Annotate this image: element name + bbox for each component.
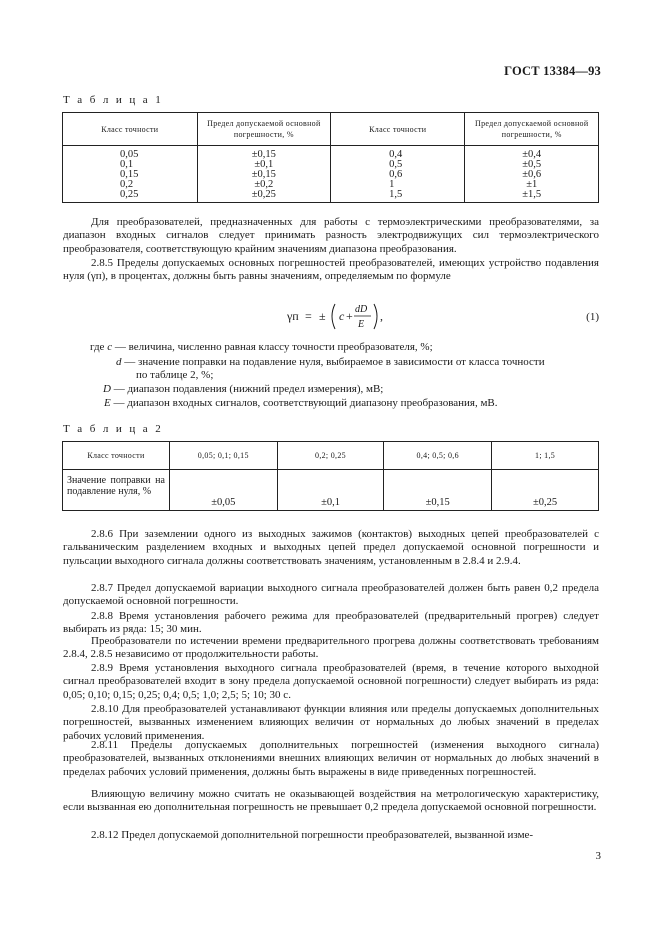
where-symbol: c [107,341,113,353]
where-text: — диапазон входных сигналов, соответствующий диапазону преобразования, мВ. [110,397,498,409]
table2-header-col3: 0,4; 0,5; 0,6 [384,442,492,470]
table1-cell: 0,5 [389,159,403,170]
table2-cell: ±0,05 [169,470,277,511]
formula-number: (1) [586,311,599,323]
where-line-E [104,397,498,410]
where-text: — величина, численно равная классу точности преобразователя, %; [112,341,433,353]
formula-1 [283,296,393,336]
table1-cell: ±0,2 [254,179,274,190]
table1-cell: 0,6 [389,169,403,180]
table1-cell: 1,5 [389,189,403,200]
where-symbol: D [103,383,111,395]
table1-cell: ±0,1 [254,159,274,170]
paragraph-2-8-5: 2.8.5 Пределы допускаемых основных погрешностей преобразователей, имеющих устройство подавления нуля (γп), в процентах, должны быть равны значениям, определяемым по формуле [63,257,599,283]
table2-caption: Т а б л и ц а 2 [63,423,164,435]
where-symbol: E [104,397,111,409]
paragraph-2-8-9: 2.8.9 Время установления выходного сигнала преобразователей (время, в течение которого выходной сигнал преобразователей входит в зону предела допускаемой основной погрешности) следует выбирать из ряда: 0,05; 0,10; 0,15; 0,25; 0,4; 0,5; 1,0; 2,5; 5; 10; 30 с. [63,662,599,701]
table1-caption: Т а б л и ц а 1 [63,94,164,106]
formula-comma: , [380,309,383,323]
table1-col-class-2 [331,146,465,203]
table1-header-error: Предел допускаемой основной погрешности, % [197,113,331,146]
where-line-D [103,383,383,396]
formula-equals: = [305,309,312,323]
where-text: — значение поправки на подавление нуля, выбираемое в зависимости от класса точности [121,356,545,368]
formula-left-paren [332,304,335,329]
table1-cell: ±1 [526,179,538,190]
formula-numerator: dD [355,304,368,315]
page-number: 3 [595,850,601,862]
paragraph-intro: Для преобразователей, предназначенных для работы с термоэлектрическими преобразователями, за диапазон входных сигналов следует принимать разность электродвижущих сил термоэлектрического преобразователя, соответствующую крайним значениям диапазона преобразования. [63,216,599,255]
table2-cell: ±0,1 [277,470,384,511]
table1-cell: ±0,15 [251,149,276,160]
table1-cell: 1 [389,179,395,190]
table1-cell: ±0,5 [522,159,542,170]
table1-col-error-2 [465,146,599,203]
where-symbol: d [116,356,122,368]
table1-cell: ±0,6 [522,169,542,180]
where-line-d [116,356,545,369]
where-text: по таблице 2, %; [136,369,214,381]
paragraph-2-8-8: 2.8.8 Время установления рабочего режима для преобразователей (предварительный прогрев) следует выбирать из ряда: 15; 30 мин. [63,610,599,636]
formula-c: c [339,309,345,323]
table1-col-error [197,146,331,203]
paragraph-2-8-7: 2.8.7 Предел допускаемой вариации выходного сигнала преобразователей должен быть равен 0,2 предела допускаемой основной погрешности. [63,582,599,608]
paragraph-warmup: Преобразователи по истечении времени предварительного прогрева должны соответствовать требованиям 2.8.4, 2.8.5 независимо от продолжительности работы. [63,635,599,661]
table1 [62,112,599,203]
table2-header-class: Класс точности [63,442,170,470]
table2-cell: ±0,25 [492,470,599,511]
table1-header-class-2: Класс точности [331,113,465,146]
table1-col-class [63,146,198,203]
table1-cell: ±0,25 [251,189,276,200]
document-header: ГОСТ 13384—93 [504,64,601,78]
table1-cell: ±0,15 [251,169,276,180]
where-line-c [90,341,433,354]
paragraph-2-8-10: 2.8.10 Для преобразователей устанавливают функции влияния или пределы допускаемых дополнительных погрешностей, вызванных изменением влияющих величин от нормальных до любых значений в пределах рабочих условий применения. [63,703,599,742]
where-text: — диапазон подавления (нижний предел измерения), мВ; [110,383,384,395]
formula-plus-minus: ± [319,309,326,323]
table1-cell: 0,2 [120,179,134,190]
table1-cell: 0,1 [120,159,134,170]
where-intro: где [90,341,105,353]
paragraph-2-8-11: 2.8.11 Пределы допускаемых дополнительных погрешностей (изменения выходного сигнала) преобразователей, вызванных отклонениями внешних влияющих величин от нормальных до любых значений в пределах рабочих условий применения, должны быть выражены в виде приведенных погрешностей. [63,739,599,778]
where-line-d-cont [136,369,213,382]
table1-cell: ±1,5 [522,189,542,200]
table2-header-col4: 1; 1,5 [492,442,599,470]
table2-cell: ±0,15 [384,470,492,511]
table2-row-label: Значение поправки на подавление нуля, % [63,470,170,511]
formula-gamma: γп [287,309,299,323]
table1-header-class: Класс точности [63,113,198,146]
formula-right-paren [374,304,377,329]
table1-cell: 0,4 [389,149,403,160]
paragraph-influence: Влияющую величину можно считать не оказывающей воздействия на метрологическую характеристику, если вызванная ею дополнительная погрешность не превышает 0,2 предела допускаемой основной погрешности. [63,788,599,814]
paragraph-2-8-12: 2.8.12 Предел допускаемой дополнительной погрешности преобразователей, вызванной изме- [91,829,534,841]
table1-cell: ±0,4 [522,149,542,160]
paragraph-2-8-6: 2.8.6 При заземлении одного из выходных зажимов (контактов) выходных цепей преобразователей с гальваническим разделением входных и выходных цепей предел допускаемой основной погрешности и пульсации выходного сигнала должны соответствовать значениям, установленным в 2.8.4 и 2.9.4. [63,528,599,567]
table1-cell: 0,05 [120,149,139,160]
table2-header-col2: 0,2; 0,25 [277,442,384,470]
table2 [62,441,599,511]
formula-plus: + [346,309,353,323]
formula-denominator: E [358,319,365,330]
table2-header-col1: 0,05; 0,1; 0,15 [169,442,277,470]
table1-header-error-2: Предел допускаемой основной погрешности, % [465,113,599,146]
table1-cell: 0,25 [120,189,139,200]
table1-cell: 0,15 [120,169,139,180]
